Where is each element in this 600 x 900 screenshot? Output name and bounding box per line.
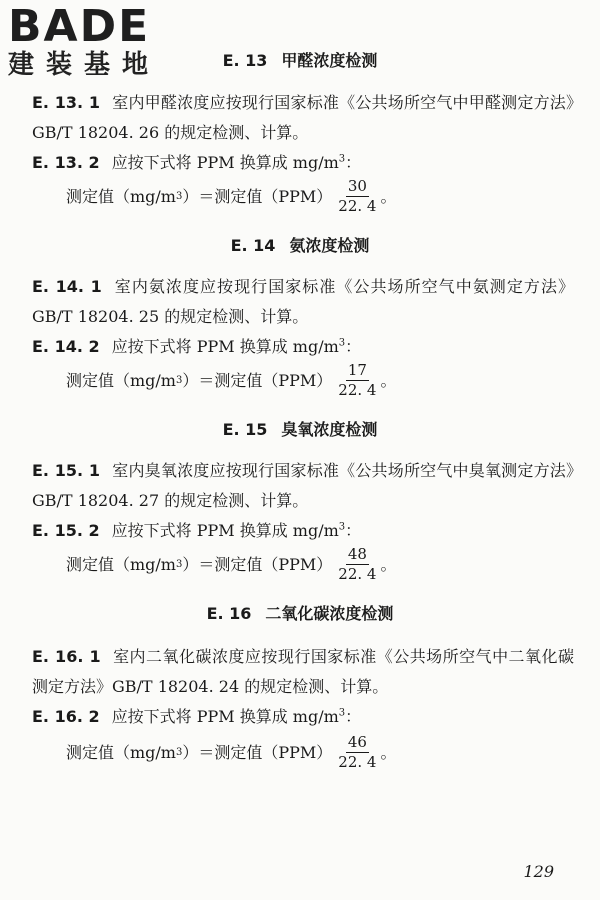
clause-text: 应按下式将 PPM 换算成 mg/m	[111, 153, 339, 172]
clause-text: 应按下式将 PPM 换算成 mg/m	[111, 707, 339, 726]
section-title: 臭氧浓度检测	[281, 420, 378, 439]
clause-label: E. 13. 2	[32, 153, 100, 172]
formula-mid: ）＝测定值（PPM）	[182, 742, 333, 762]
formula-mid: ）＝测定值（PPM）	[182, 554, 333, 574]
fraction	[338, 734, 376, 771]
section-title: 氨浓度检测	[289, 236, 370, 255]
clause-label: E. 13. 1	[32, 93, 101, 112]
clause-end: ：	[345, 521, 362, 540]
clause-label: E. 16. 1	[32, 647, 101, 666]
clause-end: ：	[345, 337, 362, 356]
conversion-formula-e14: 测定值（mg/m 3 ）＝测定值（PPM） $\frac{17}{22. 4}$ 。	[66, 361, 397, 399]
clause-label: E. 14. 2	[32, 337, 100, 356]
conversion-formula-e13: 测定值（mg/m 3 ）＝测定值（PPM） $\frac{30}{22. 4}$ 。	[66, 177, 397, 215]
clause-e15-2	[32, 516, 574, 546]
fraction	[338, 546, 376, 583]
clause-text: 应按下式将 PPM 换算成 mg/m	[111, 337, 339, 356]
clause-e13-1	[32, 88, 574, 148]
section-title: 二氧化碳浓度检测	[265, 604, 394, 623]
clause-text: 应按下式将 PPM 换算成 mg/m	[111, 521, 339, 540]
section-number: E. 15	[222, 420, 268, 439]
clause-text: 室内氨浓度应按现行国家标准《公共场所空气中氨测定方法》GB/T 18204. 25 的规定检测、计算。	[32, 277, 574, 326]
clause-label: E. 16. 2	[32, 707, 100, 726]
clause-text: 室内甲醛浓度应按现行国家标准《公共场所空气中甲醛测定方法》GB/T 18204. 26 的规定检测、计算。	[32, 93, 574, 142]
formula-end: 。	[380, 186, 397, 206]
clause-text: 室内臭氧浓度应按现行国家标准《公共场所空气中臭氧测定方法》GB/T 18204. 27 的规定检测、计算。	[32, 461, 574, 510]
section-heading-e13	[0, 51, 600, 71]
fraction-numerator: 30	[347, 177, 367, 195]
superscript: 3	[338, 337, 346, 349]
fraction-denominator: 22. 4	[338, 565, 377, 583]
conversion-formula-e15: 测定值（mg/m 3 ）＝测定值（PPM） $\frac{48}{22. 4}$ 。	[66, 545, 397, 583]
clause-label: E. 15. 1	[32, 461, 101, 480]
fraction-denominator: 22. 4	[338, 197, 377, 215]
superscript: 3	[338, 521, 346, 533]
fraction	[338, 178, 376, 215]
clause-label: E. 15. 2	[32, 521, 100, 540]
logo-wordmark: BADE	[8, 1, 151, 52]
superscript: 3	[338, 707, 346, 719]
section-heading-e15	[0, 420, 600, 440]
section-number: E. 13	[222, 51, 268, 70]
clause-e16-2	[32, 702, 574, 732]
formula-left: 测定值（mg/m	[66, 554, 176, 574]
clause-e13-2	[32, 148, 574, 178]
fraction-denominator: 22. 4	[338, 753, 377, 771]
fraction-numerator: 17	[347, 361, 367, 379]
logo-subtitle: 建装基地	[8, 50, 161, 80]
fraction-denominator: 22. 4	[338, 381, 377, 399]
section-heading-e16	[0, 604, 600, 624]
section-number: E. 14	[230, 236, 276, 255]
formula-end: 。	[380, 742, 397, 762]
formula-left: 测定值（mg/m	[66, 370, 176, 390]
superscript: 3	[338, 153, 346, 165]
fraction	[338, 362, 376, 399]
clause-e14-2	[32, 332, 574, 362]
formula-left: 测定值（mg/m	[66, 186, 176, 206]
clause-e14-1	[32, 272, 574, 332]
page-number: 129	[523, 862, 554, 881]
section-number: E. 16	[206, 604, 252, 623]
section-heading-e14	[0, 236, 600, 256]
formula-mid: ）＝测定值（PPM）	[182, 370, 333, 390]
section-title: 甲醛浓度检测	[281, 51, 378, 70]
clause-end: ：	[345, 707, 362, 726]
formula-mid: ）＝测定值（PPM）	[182, 186, 333, 206]
clause-e16-1	[32, 642, 574, 702]
fraction-numerator: 46	[347, 733, 367, 751]
formula-left: 测定值（mg/m	[66, 742, 176, 762]
clause-text: 室内二氧化碳浓度应按现行国家标准《公共场所空气中二氧化碳测定方法》GB/T 18204. 24 的规定检测、计算。	[32, 647, 574, 696]
clause-e15-1	[32, 456, 574, 516]
fraction-numerator: 48	[347, 545, 367, 563]
clause-label: E. 14. 1	[32, 277, 102, 296]
formula-end: 。	[380, 370, 397, 390]
formula-end: 。	[380, 554, 397, 574]
conversion-formula-e16: 测定值（mg/m 3 ）＝测定值（PPM） $\frac{46}{22. 4}$ 。	[66, 733, 397, 771]
clause-end: ：	[345, 153, 362, 172]
